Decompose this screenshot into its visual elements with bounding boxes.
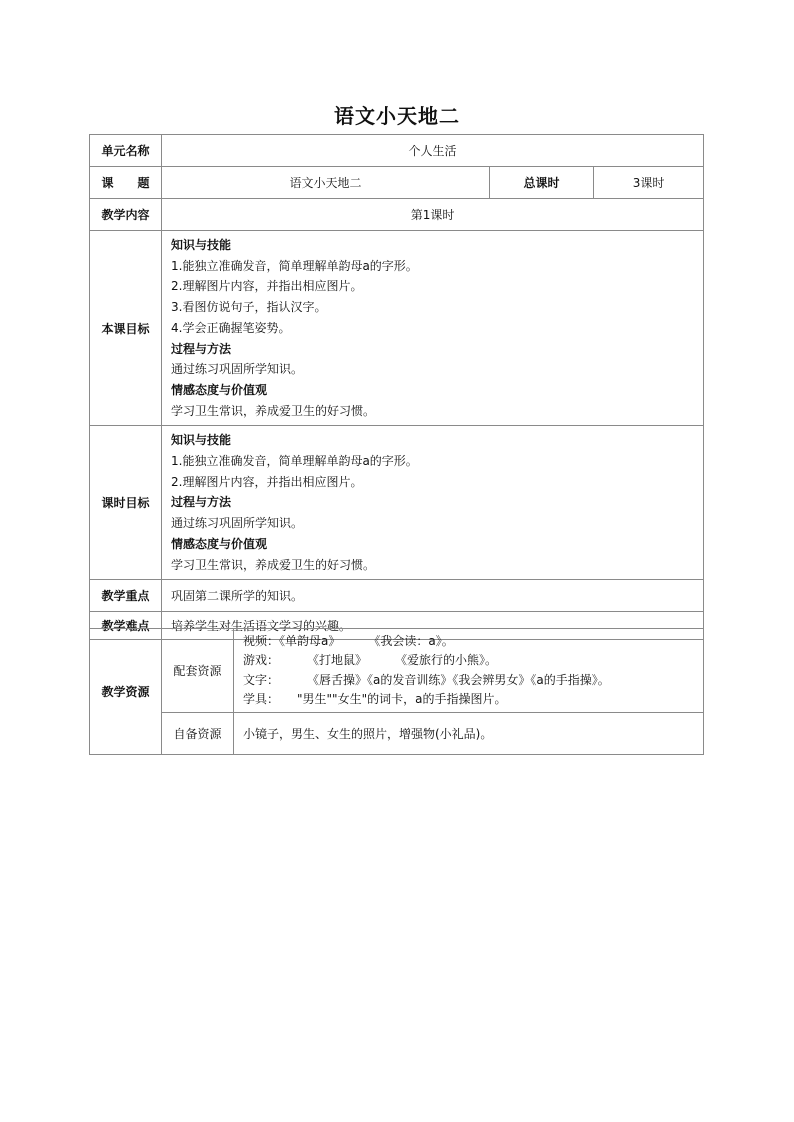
game-item: 《爱旅行的小熊》。 [395,653,498,667]
video-line [243,632,694,652]
unit-label: 单元名称 [90,135,162,167]
resources-table [89,628,704,755]
goal-line: 通过练习巩固所学知识。 [171,362,304,377]
row-supporting-resources [90,629,704,713]
course-goals-label: 本课目标 [90,231,162,426]
goal-heading: 知识与技能 [171,433,232,448]
lesson-plan-table [89,134,704,640]
goal-line: 1.能独立准确发音，简单理解单韵母a的字形。 [171,258,418,273]
resources-label: 教学资源 [90,629,162,755]
difficulties-label: 教学难点 [90,612,162,640]
period-goals-label: 课时目标 [90,426,162,580]
tools-prefix: 学具： [243,692,280,706]
goal-heading: 过程与方法 [171,341,232,356]
row-course-goals [90,231,704,426]
goal-line: 2.理解图片内容，并指出相应图片。 [171,474,363,489]
self-resources-label: 自备资源 [162,713,234,755]
supporting-cell [234,629,704,713]
text-items: 《唇舌操》《a的发音训练》《我会辨男女》《a的手指操》。 [307,672,610,687]
row-key-points [90,580,704,612]
goal-heading: 情感态度与价值观 [171,382,268,397]
row-unit [90,135,704,167]
content-label: 教学内容 [90,199,162,231]
tools-line [243,690,694,710]
unit-value: 个人生活 [162,135,704,167]
tools-items: "男生""女生"的词卡，a的手指操图片。 [297,692,507,706]
total-hours-label: 总课时 [490,167,594,199]
game-line [243,651,694,671]
difficulties-value: 培养学生对生活语文学习的兴趣。 [162,612,704,640]
row-self-resources [90,713,704,755]
lesson-label: 课 题 [90,167,162,199]
content-value: 第1课时 [162,199,704,231]
text-prefix: 文字： [243,672,280,687]
key-points-value: 巩固第二课所学的知识。 [162,580,704,612]
goal-line: 4.学会正确握笔姿势。 [171,320,291,335]
game-item: 《打地鼠》 [307,653,368,667]
goal-line: 学习卫生常识，养成爱卫生的好习惯。 [171,557,376,572]
row-period-goals [90,426,704,580]
goal-line: 1.能独立准确发音，简单理解单韵母a的字形。 [171,454,418,469]
video-item: 《单韵母a》 [279,633,341,648]
video-prefix: 视频： [243,633,280,648]
goal-heading: 情感态度与价值观 [171,536,268,551]
goal-heading: 过程与方法 [171,495,232,510]
course-goals-cell [162,231,704,426]
goal-line: 通过练习巩固所学知识。 [171,516,304,531]
game-prefix: 游戏： [243,653,280,667]
goal-line: 3.看图仿说句子，指认汉字。 [171,300,327,315]
page-title: 语文小天地二 [334,104,460,128]
row-lesson [90,167,704,199]
goal-line: 2.理解图片内容，并指出相应图片。 [171,279,363,294]
goal-heading: 知识与技能 [171,238,232,252]
supporting-label: 配套资源 [162,629,234,713]
key-points-label: 教学重点 [90,580,162,612]
lesson-value: 语文小天地二 [162,167,490,199]
self-resources-value: 小镜子，男生、女生的照片，增强物(小礼品)。 [234,713,704,755]
total-hours-value: 3课时 [594,167,704,199]
video-item: 《我会读：a》。 [368,633,454,648]
period-goals-cell [162,426,704,580]
text-line [243,671,694,691]
goal-line: 学习卫生常识，养成爱卫生的好习惯。 [171,403,376,418]
row-content [90,199,704,231]
